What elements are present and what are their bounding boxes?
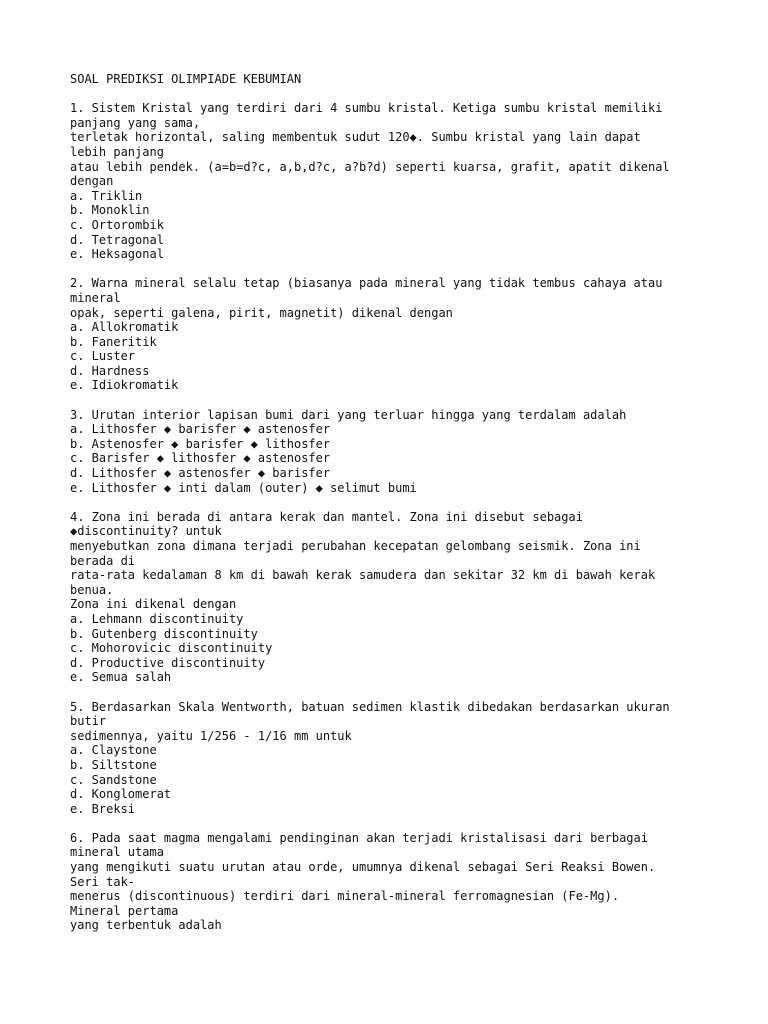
question-text-line: sedimennya, yaitu 1/256 - 1/16 mm untuk (70, 728, 352, 743)
question-list (70, 101, 720, 933)
answer-option: c. Ortorombik (70, 217, 164, 232)
question-block (70, 101, 720, 262)
question-text-line: terletak horizontal, saling membentuk sudut 120◆. Sumbu kristal yang lain dapat (70, 130, 641, 145)
answer-option: c. Sandstone (70, 772, 157, 787)
answer-option: b. Monoklin (70, 203, 150, 218)
answer-option: d. Lithosfer ◆ astenosfer ◆ barisfer (70, 466, 331, 481)
answer-option: d. Productive discontinuity (70, 655, 266, 670)
spacer (70, 393, 720, 408)
question-text-line: 4. Zona ini berada di antara kerak dan mantel. Zona ini disebut sebagai (70, 509, 583, 524)
question-text-line: 3. Urutan interior lapisan bumi dari yang terluar hingga yang terdalam adalah (70, 407, 627, 422)
answer-option: c. Luster (70, 349, 136, 364)
question-text-line: panjang yang sama, (70, 115, 201, 130)
question-text-line: mineral (70, 290, 121, 305)
question-text-line: yang mengikuti suatu urutan atau orde, umumnya dikenal sebagai Seri Reaksi Bowen. (70, 860, 656, 875)
question-text-line: 6. Pada saat magma mengalami pendinginan akan terjadi kristalisasi dari berbagai (70, 830, 648, 845)
question-block (70, 700, 720, 817)
spacer (70, 685, 720, 700)
answer-option: b. Astenosfer ◆ barisfer ◆ lithosfer (70, 436, 331, 451)
spacer (70, 262, 720, 277)
question-text-line: menerus (discontinuous) terdiri dari mineral-mineral ferromagnesian (Fe-Mg). (70, 889, 620, 904)
spacer (70, 495, 720, 510)
question-text-line: 1. Sistem Kristal yang terdiri dari 4 sumbu kristal. Ketiga sumbu kristal memiliki (70, 101, 663, 116)
document-page (70, 72, 720, 933)
answer-option: c. Barisfer ◆ lithosfer ◆ astenosfer (70, 451, 331, 466)
answer-option: b. Gutenberg discontinuity (70, 626, 258, 641)
question-text-line: ◆discontinuity? untuk (70, 524, 222, 539)
answer-option: a. Claystone (70, 743, 157, 758)
question-text-line: berada di (70, 553, 136, 568)
question-text-line: butir (70, 714, 107, 729)
question-text-line: rata-rata kedalaman 8 km di bawah kerak samudera dan sekitar 32 km di bawah kerak (70, 568, 656, 583)
question-block (70, 276, 720, 393)
answer-option: c. Mohorovicic discontinuity (70, 641, 273, 656)
question-text-line: atau lebih pendek. (a=b=d?c, a,b,d?c, a?b?d) seperti kuarsa, grafit, apatit dikenal (70, 159, 670, 174)
question-text-line: Mineral pertama (70, 903, 179, 918)
question-text-line: yang terbentuk adalah (70, 918, 222, 933)
question-text-line: dengan (70, 174, 114, 189)
spacer (70, 816, 720, 831)
question-text-line: opak, seperti galena, pirit, magnetit) dikenal dengan (70, 305, 453, 320)
answer-option: a. Lehmann discontinuity (70, 611, 244, 626)
answer-option: b. Faneritik (70, 334, 157, 349)
question-block (70, 408, 720, 496)
answer-option: a. Triklin (70, 188, 143, 203)
answer-option: d. Tetragonal (70, 232, 164, 247)
document-title: SOAL PREDIKSI OLIMPIADE KEBUMIAN (70, 72, 302, 86)
question-text-line: 5. Berdasarkan Skala Wentworth, batuan sedimen klastik dibedakan berdasarkan ukuran (70, 699, 670, 714)
answer-option: d. Konglomerat (70, 787, 172, 802)
question-block (70, 831, 720, 933)
answer-option: a. Lithosfer ◆ barisfer ◆ astenosfer (70, 422, 331, 437)
answer-option: e. Semua salah (70, 670, 172, 685)
question-text-line: lebih panjang (70, 144, 164, 159)
spacer (70, 87, 720, 102)
answer-option: e. Heksagonal (70, 247, 164, 262)
answer-option: e. Lithosfer ◆ inti dalam (outer) ◆ selimut bumi (70, 480, 417, 495)
answer-option: d. Hardness (70, 363, 150, 378)
question-text-line: 2. Warna mineral selalu tetap (biasanya pada mineral yang tidak tembus cahaya atau (70, 276, 663, 291)
answer-option: e. Breksi (70, 801, 136, 816)
question-text-line: mineral utama (70, 845, 164, 860)
question-text-line: Seri tak- (70, 874, 136, 889)
answer-option: a. Allokromatik (70, 320, 179, 335)
question-text-line: Zona ini dikenal dengan (70, 597, 237, 612)
answer-option: e. Idiokromatik (70, 378, 179, 393)
answer-option: b. Siltstone (70, 757, 157, 772)
question-block (70, 510, 720, 685)
question-text-line: benua. (70, 582, 114, 597)
question-text-line: menyebutkan zona dimana terjadi perubahan kecepatan gelombang seismik. Zona ini (70, 539, 641, 553)
